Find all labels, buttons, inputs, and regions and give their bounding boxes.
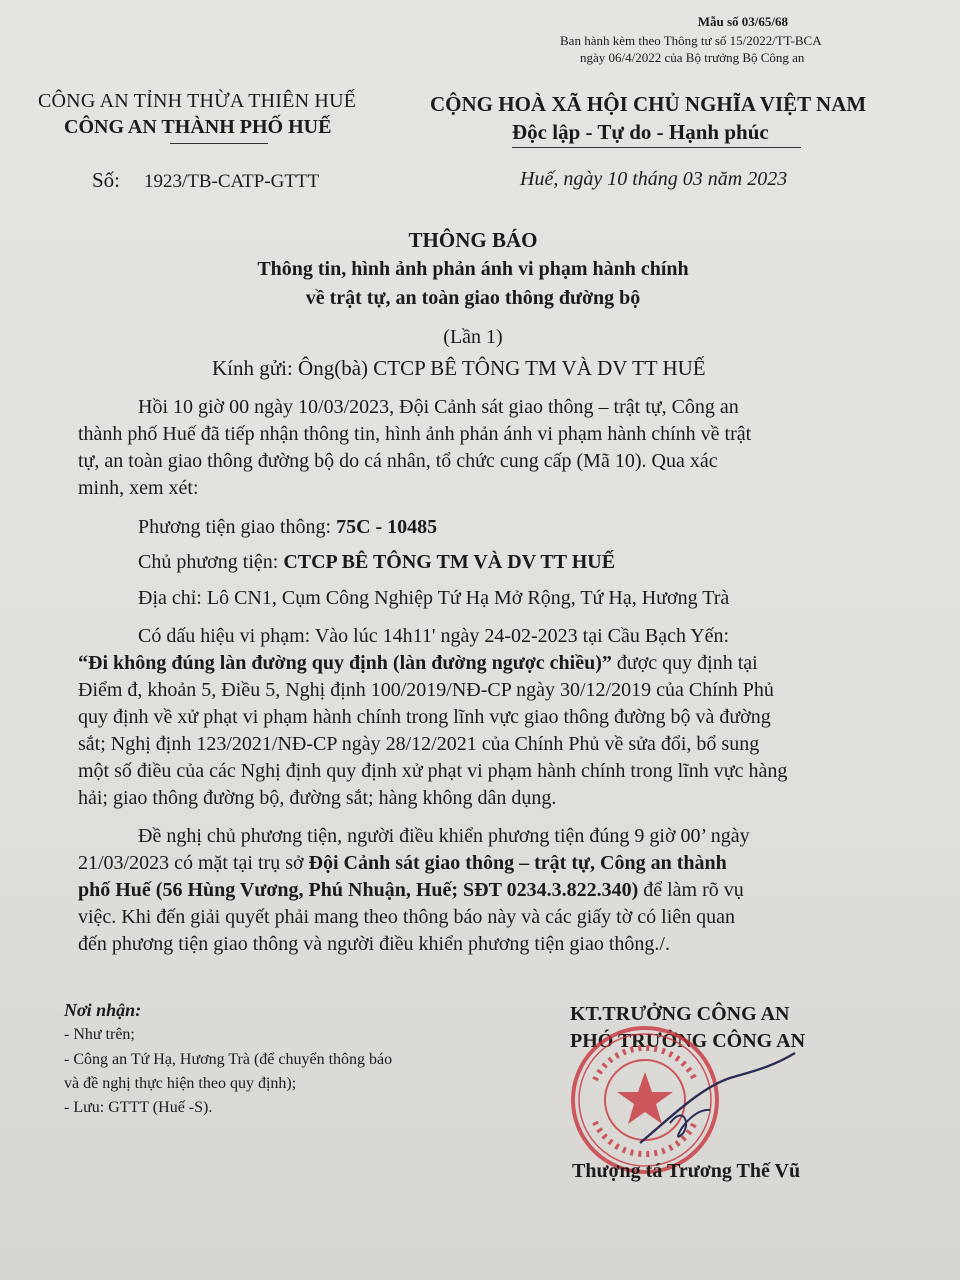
doc-number-label: Số: [92, 168, 121, 192]
vehicle-label: Phương tiện giao thông: [138, 516, 337, 538]
body-line: minh, xem xét: [78, 477, 199, 499]
signer-role: KT.TRƯỞNG CÔNG AN [570, 1003, 790, 1025]
signer-role: PHÓ TRƯỞNG CÔNG AN [570, 1030, 806, 1052]
doc-title: THÔNG BÁO [408, 228, 538, 252]
notice-round: (Lần 1) [443, 326, 503, 348]
nation-heading: CỘNG HOÀ XÃ HỘI CHỦ NGHĨA VIỆT NAM [430, 92, 867, 116]
recipient-item: - Như trên; [64, 1026, 135, 1043]
violation-description: “Đi không đúng làn đường quy định (làn đường ngược chiều)” [78, 652, 612, 674]
vehicle-plate: 75C - 10485 [336, 516, 438, 538]
body-line: Hồi 10 giờ 00 ngày 10/03/2023, Đội Cảnh sát giao thông – trật tự, Công an [138, 396, 739, 418]
recipient-item: - Lưu: GTTT (Huế -S). [64, 1099, 213, 1116]
request-line: đến phương tiện giao thông và người điều khiển phương tiện giao thông./. [78, 933, 670, 955]
request-line: Đề nghị chủ phương tiện, người điều khiển phương tiện đúng 9 giờ 00’ ngày [138, 825, 750, 847]
request-line [78, 852, 727, 875]
office-name: Đội Cảnh sát giao thông – trật tự, Công an thành [308, 852, 727, 874]
issuing-org-parent: CÔNG AN TỈNH THỪA THIÊN HUẾ [38, 90, 357, 112]
vehicle-line [138, 516, 437, 539]
violation-line: Điểm đ, khoản 5, Điều 5, Nghị định 100/2019/NĐ-CP ngày 30/12/2019 của Chính Phủ [78, 679, 774, 701]
owner-line [138, 551, 615, 574]
body-line: tự, an toàn giao thông đường bộ do cá nhân, tổ chức cung cấp (Mã 10). Qua xác [78, 450, 718, 472]
recipients-heading: Nơi nhận: [64, 1000, 142, 1020]
request-text: để làm rõ vụ [638, 879, 744, 901]
address-line: Địa chỉ: Lô CN1, Cụm Công Nghiệp Tứ Hạ Mở Rộng, Tứ Hạ, Hương Trà [138, 587, 730, 609]
handwritten-signature-icon [630, 1048, 800, 1158]
form-reference-line: Ban hành kèm theo Thông tư số 15/2022/TT-BCA [560, 33, 822, 48]
place-date: Huế, ngày 10 tháng 03 năm 2023 [520, 168, 788, 190]
recipient-line: Kính gửi: Ông(bà) CTCP BÊ TÔNG TM VÀ DV TT HUẾ [212, 356, 706, 380]
doc-number: 1923/TB-CATP-GTTT [144, 171, 320, 192]
national-motto: Độc lập - Tự do - Hạnh phúc [512, 120, 769, 144]
doc-subtitle: về trật tự, an toàn giao thông đường bộ [305, 287, 641, 309]
request-line [78, 879, 744, 902]
recipient-item: và đề nghị thực hiện theo quy định); [64, 1075, 297, 1092]
violation-line: hải; giao thông đường bộ, đường sắt; hàng không dân dụng. [78, 787, 557, 809]
recipient-item: - Công an Tứ Hạ, Hương Trà (để chuyển thông báo [64, 1051, 393, 1068]
violation-line: một số điều của các Nghị định quy định xử phạt vi phạm hành chính trong lĩnh vực hàng [78, 760, 788, 782]
motto-underline [512, 147, 801, 148]
owner-name: CTCP BÊ TÔNG TM VÀ DV TT HUẾ [283, 551, 616, 573]
body-line: thành phố Huế đã tiếp nhận thông tin, hình ảnh phản ánh vi phạm hành chính về trật [78, 423, 752, 445]
violation-line: sắt; Nghị định 123/2021/NĐ-CP ngày 28/12/2021 của Chính Phủ về sửa đổi, bổ sung [78, 733, 760, 755]
form-number: Mẫu số 03/65/68 [697, 14, 788, 29]
violation-line: Có dấu hiệu vi phạm: Vào lúc 14h11' ngày 24-02-2023 tại Cầu Bạch Yến: [138, 625, 730, 647]
violation-line: quy định về xử phạt vi phạm hành chính trong lĩnh vực giao thông đường bộ và đường [78, 706, 771, 728]
request-line: việc. Khi đến giải quyết phải mang theo thông báo này và các giấy tờ có liên quan [78, 906, 736, 928]
doc-subtitle: Thông tin, hình ảnh phản ánh vi phạm hành chính [257, 258, 689, 280]
owner-label: Chủ phương tiện: [138, 551, 284, 573]
form-reference-line: ngày 06/4/2022 của Bộ trưởng Bộ Công an [580, 50, 805, 65]
signer-name: Thượng tá Trương Thế Vũ [572, 1160, 801, 1182]
org-underline [170, 143, 268, 144]
office-address: phố Huế (56 Hùng Vương, Phú Nhuận, Huế; SĐT 0234.3.822.340) [78, 879, 639, 901]
request-text: 21/03/2023 có mặt tại trụ sở [78, 852, 309, 874]
violation-line [78, 652, 758, 675]
issuing-org-unit: CÔNG AN THÀNH PHỐ HUẾ [64, 116, 332, 138]
violation-text: được quy định tại [611, 652, 758, 674]
